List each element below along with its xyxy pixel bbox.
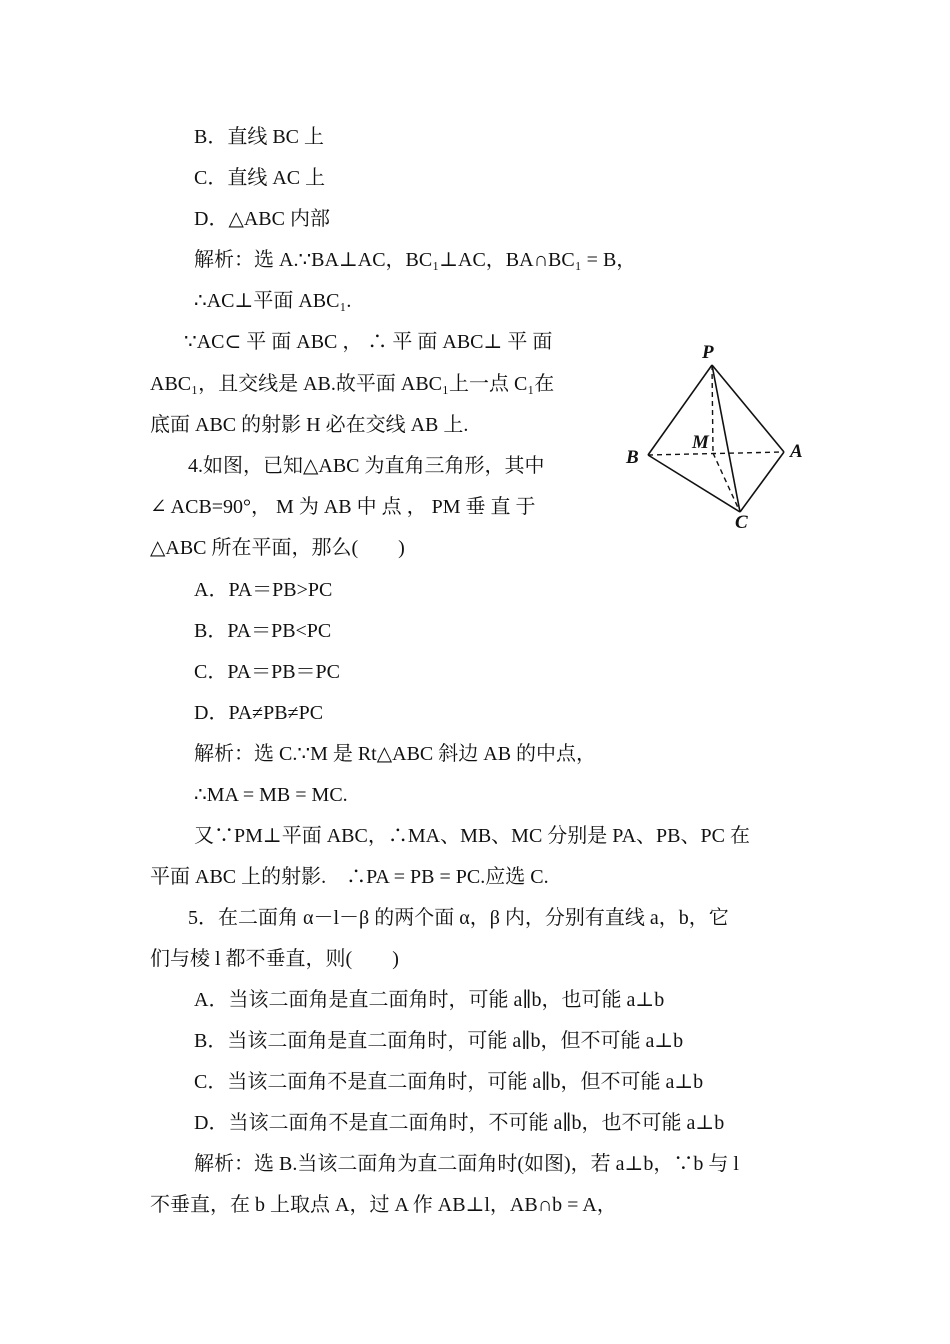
solution-q3-line2: ∴AC⊥平面 ABC₁. [194,290,352,312]
question-4-line3: △ABC 所在平面，那么( ) [150,537,405,559]
solution-q3-line4: ABC₁，且交线是 AB.故平面 ABC₁上一点 C₁在 [150,373,555,395]
option-d-q3: D．△ABC 内部 [194,208,330,230]
option-c-q5: C．当该二面角不是直二面角时，可能 a∥b，但不可能 a⊥b [194,1071,704,1093]
pyramid-figure [620,335,820,535]
question-5-line1: 5．在二面角 α－l－β 的两个面 α，β 内，分别有直线 a，b，它 [188,907,729,929]
label-c: C [735,512,748,533]
option-a-q4: A．PA＝PB>PC [194,579,333,601]
solution-q5-line1: 解析：选 B.当该二面角为直二面角时(如图)，若 a⊥b，∵b 与 l [194,1153,739,1175]
option-a-q5: A．当该二面角是直二面角时，可能 a∥b，也可能 a⊥b [194,989,665,1011]
label-a: A [790,441,803,462]
label-m: M [692,432,709,453]
edge-ac [740,452,784,512]
label-b: B [626,447,639,468]
question-4-line2: ∠ ACB=90°， M 为 AB 中 点 ， PM 垂 直 于 [150,496,536,518]
solution-q5-line2: 不垂直，在 b 上取点 A，过 A 作 AB⊥l，AB∩b = A， [150,1194,617,1216]
option-d-q5: D．当该二面角不是直二面角时，不可能 a∥b，也不可能 a⊥b [194,1112,725,1134]
edge-pa [712,365,784,452]
option-b-q4: B．PA＝PB<PC [194,620,332,642]
solution-q3-line5: 底面 ABC 的射影 H 必在交线 AB 上. [150,414,469,436]
option-b-q5: B．当该二面角是直二面角时，可能 a∥b，但不可能 a⊥b [194,1030,684,1052]
option-c-q3: C．直线 AC 上 [194,167,326,189]
solution-q3-line1: 解析：选 A.∵BA⊥AC，BC₁⊥AC，BA∩BC₁ = B， [194,249,637,271]
edge-ab-hidden [648,452,784,455]
solution-q4-line2: ∴MA = MB = MC. [194,784,348,806]
question-5-line2: 们与棱 l 都不垂直，则( ) [150,948,399,970]
solution-q3-line3: ∵AC⊂ 平 面 ABC ， ∴ 平 面 ABC⊥ 平 面 [184,331,553,353]
solution-q4-line4: 平面 ABC 上的射影. ∴PA = PB = PC.应选 C. [150,866,549,888]
option-c-q4: C．PA＝PB＝PC [194,661,340,683]
edge-pc [712,365,740,512]
question-4-line1: 4.如图，已知△ABC 为直角三角形，其中 [188,455,545,477]
solution-q4-line1: 解析：选 C.∵M 是 Rt△ABC 斜边 AB 的中点， [194,743,597,765]
solution-q4-line3: 又∵PM⊥平面 ABC，∴MA、MB、MC 分别是 PA、PB、PC 在 [194,825,750,847]
label-p: P [702,342,714,363]
edge-bc [648,455,740,512]
option-d-q4: D．PA≠PB≠PC [194,702,324,724]
segment-pm-hidden [712,365,713,453]
option-b-q3: B．直线 BC 上 [194,126,325,148]
